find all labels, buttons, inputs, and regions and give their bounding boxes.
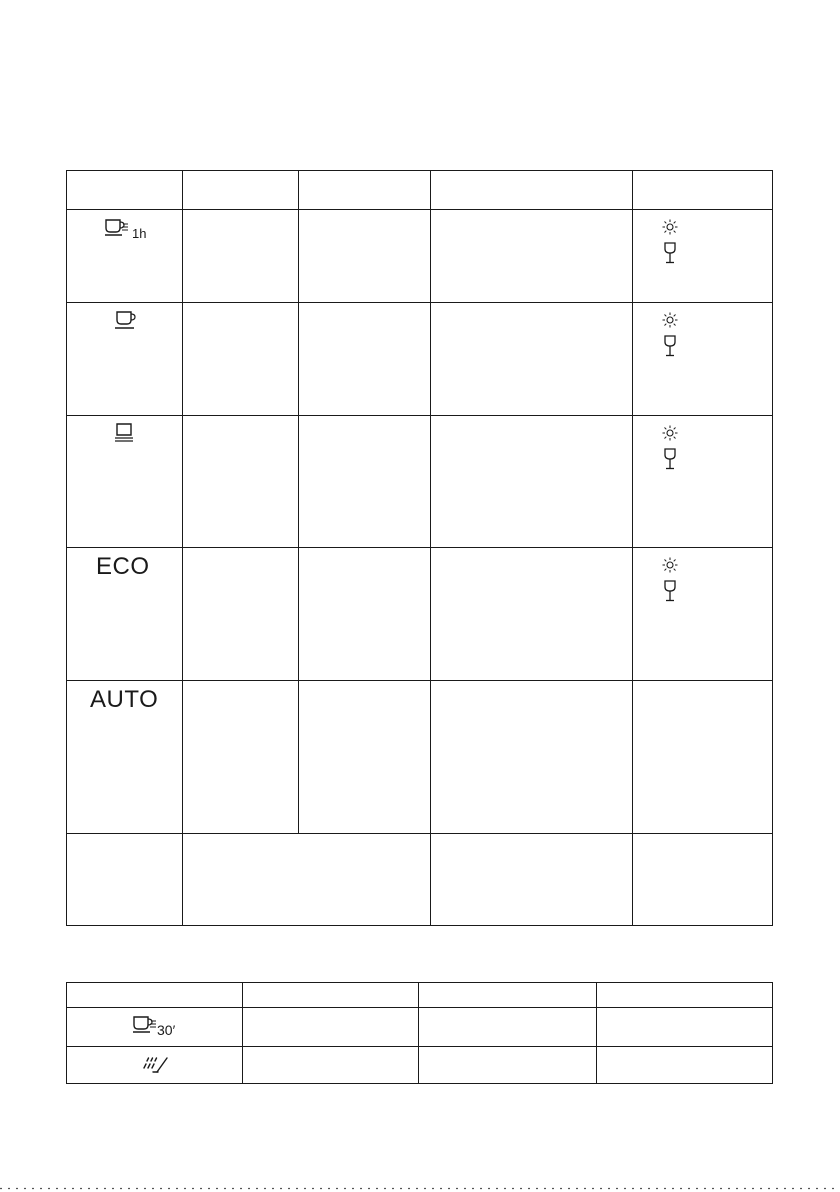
- sun-icon: [662, 219, 678, 235]
- column-divider: [242, 982, 243, 1084]
- quick-30-icon: [132, 1015, 158, 1037]
- table-border-left: [66, 982, 67, 1084]
- quick-1h-label: 1h: [132, 226, 147, 241]
- pot-icon: [114, 422, 136, 444]
- cup-on-saucer-icon: [114, 310, 138, 332]
- eco-programme-label: ECO: [96, 553, 150, 580]
- auto-programme-label: AUTO: [90, 686, 159, 713]
- quick-30-label: 30′: [157, 1022, 176, 1038]
- sun-icon: [662, 557, 678, 573]
- column-divider: [418, 982, 419, 1084]
- glass-icon: [664, 335, 676, 357]
- row-divider: [66, 302, 772, 303]
- row-divider: [66, 833, 772, 834]
- sun-icon: [662, 312, 678, 328]
- table-header-divider: [66, 1007, 772, 1008]
- page-edge-dots: [0, 1187, 840, 1190]
- glass-icon: [664, 580, 676, 602]
- column-divider: [430, 170, 431, 926]
- column-divider: [298, 170, 299, 834]
- column-divider: [182, 170, 183, 926]
- table-border-top: [66, 982, 772, 983]
- table-border-right: [772, 170, 773, 926]
- table-border-bottom: [66, 1083, 772, 1084]
- sun-icon: [662, 425, 678, 441]
- table-border-top: [66, 170, 772, 171]
- table-border-bottom: [66, 925, 772, 926]
- glass-icon: [664, 448, 676, 470]
- table-border-right: [772, 982, 773, 1084]
- glass-icon: [664, 242, 676, 264]
- row-divider: [66, 1046, 772, 1047]
- column-divider: [596, 982, 597, 1084]
- table-header-divider: [66, 209, 772, 210]
- table-border-left: [66, 170, 67, 926]
- row-divider: [66, 415, 772, 416]
- row-divider: [66, 547, 772, 548]
- column-divider: [632, 170, 633, 926]
- rinse-spray-icon: [140, 1054, 174, 1076]
- row-divider: [66, 680, 772, 681]
